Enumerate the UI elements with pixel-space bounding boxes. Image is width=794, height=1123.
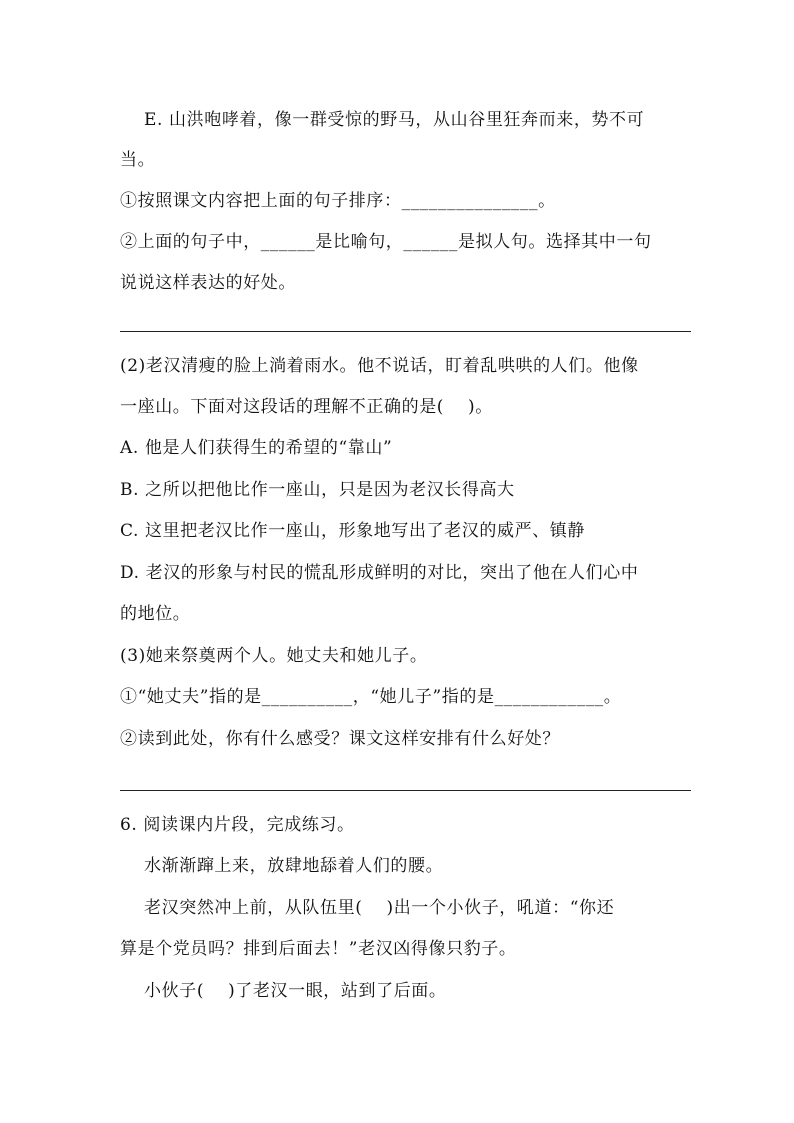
option-e-line-2: 当。 <box>120 150 156 170</box>
question-3-2: ②读到此处，你有什么感受？课文这样安排有什么好处？ <box>120 729 560 749</box>
choice-a: A. 他是人们获得生的希望的“靠山” <box>120 438 393 458</box>
question-3-1: ①“她丈夫”指的是__________，“她儿子”指的是____________。 <box>120 687 622 707</box>
answer-line <box>120 331 691 332</box>
passage-paragraph-3: 小伙子( )了老汉一眼，站到了后面。 <box>120 981 447 1001</box>
exercise-6-heading: 6. 阅读课内片段，完成练习。 <box>120 815 355 835</box>
option-e-line-1: E. 山洪咆哮着，像一群受惊的野马，从山谷里狂奔而来，势不可 <box>120 110 645 130</box>
choice-d-line-2: 的地位。 <box>120 604 191 624</box>
question-1-1: ①按照课文内容把上面的句子排序：_______________。 <box>120 191 556 211</box>
passage-paragraph-2-line-1: 老汉突然冲上前，从队伍里( )出一个小伙子，吼道：“你还 <box>120 898 615 918</box>
passage-paragraph-2-line-2: 算是个党员吗？排到后面去！”老汉凶得像只豹子。 <box>120 939 517 959</box>
question-3: (3)她来祭奠两个人。她丈夫和她儿子。 <box>120 646 428 666</box>
question-2-line-1: (2)老汉清瘦的脸上淌着雨水。他不说话，盯着乱哄哄的人们。他像 <box>120 356 639 376</box>
question-1-2-line-2: 说说这样表达的好处。 <box>120 273 296 293</box>
choice-d-line-1: D. 老汉的形象与村民的慌乱形成鲜明的对比，突出了他在人们心中 <box>120 563 639 583</box>
passage-paragraph-1: 水渐渐蹿上来，放肆地舔着人们的腰。 <box>120 856 444 876</box>
question-2-line-2: 一座山。下面对这段话的理解不正确的是( )。 <box>120 397 493 417</box>
choice-c: C. 这里把老汉比作一座山，形象地写出了老汉的威严、镇静 <box>120 521 586 541</box>
answer-line <box>120 790 691 791</box>
choice-b: B. 之所以把他比作一座山，只是因为老汉长得高大 <box>120 480 515 500</box>
question-1-2-line-1: ②上面的句子中，______是比喻句，______是拟人句。选择其中一句 <box>120 232 652 252</box>
